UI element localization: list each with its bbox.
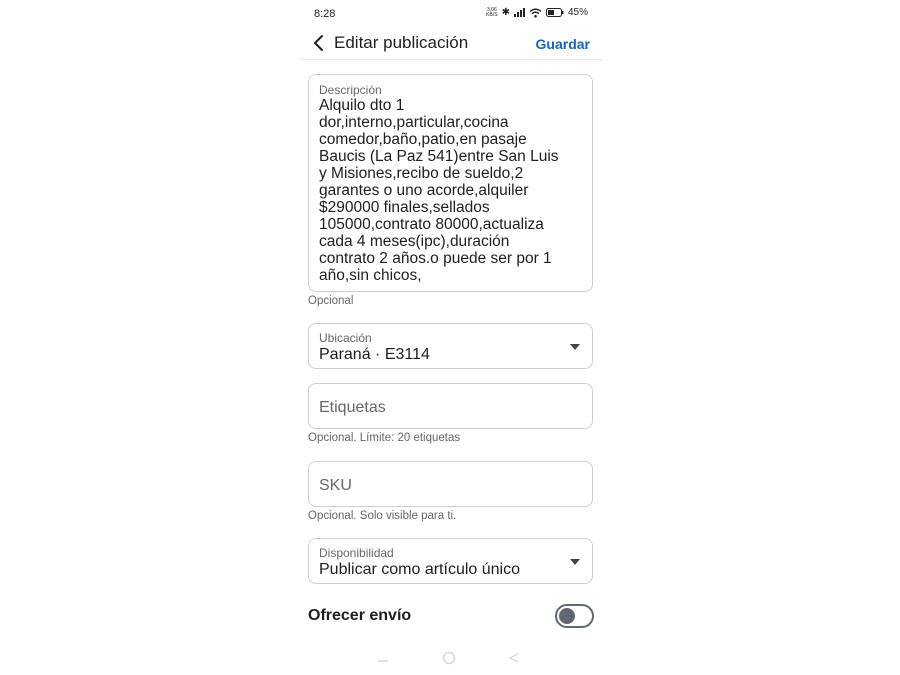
phone-screen — [300, 0, 602, 675]
description-label: Descripción — [319, 83, 382, 97]
description-helper: Opcional — [308, 295, 354, 307]
back-button[interactable] — [308, 32, 330, 54]
description-text[interactable]: Alquilo dto 1 dor,interno,particular,cocina comedor,baño,patio,en pasaje Baucis (La Paz 541)entre San Luis y Misiones,recibo de sueldo,2 garantes o uno acorde,alquiler $290000 finales,sellados 105000,contrato 80000,actualiza cada 4 meses(ipc),duración contrato 2 años.o puede ser por 1 año,sin chicos, — [319, 97, 559, 284]
dropdown-arrow-icon — [570, 559, 580, 565]
shipping-row — [308, 602, 594, 630]
location-value: Paraná · E3114 — [319, 346, 430, 363]
system-nav-bar — [300, 648, 602, 668]
availability-select[interactable] — [308, 538, 593, 584]
location-label: Ubicación — [319, 331, 372, 345]
tags-helper: Opcional. Límite: 20 etiquetas — [308, 432, 461, 444]
network-speed: 3,06 KB/S — [486, 6, 498, 18]
location-select[interactable] — [308, 323, 593, 369]
description-field[interactable] — [308, 74, 593, 292]
dropdown-arrow-icon — [570, 344, 580, 350]
availability-value: Publicar como artículo único — [319, 561, 520, 578]
page-title: Editar publicación — [334, 33, 469, 52]
shipping-toggle[interactable] — [555, 604, 594, 628]
chevron-left-icon — [308, 32, 330, 54]
wifi-icon — [529, 8, 542, 18]
tags-input[interactable] — [308, 383, 593, 429]
save-button[interactable]: Guardar — [535, 36, 590, 52]
availability-label: Disponibilidad — [319, 546, 394, 560]
battery-icon — [546, 8, 564, 17]
status-bar — [300, 0, 602, 28]
battery-percent: 45% — [567, 7, 588, 18]
nav-recent-icon[interactable] — [376, 651, 390, 665]
app-header — [300, 28, 602, 60]
status-icons — [486, 7, 588, 18]
nav-home-icon[interactable] — [442, 651, 456, 665]
shipping-label: Ofrecer envío — [308, 607, 412, 624]
status-time: 8:28 — [314, 8, 336, 20]
nav-back-icon[interactable] — [507, 651, 521, 665]
sku-helper: Opcional. Solo visible para ti. — [308, 510, 457, 522]
toggle-knob — [559, 608, 575, 624]
signal-icon — [514, 8, 525, 17]
bluetooth-icon: ✱ — [501, 7, 510, 18]
sku-placeholder: SKU — [319, 477, 352, 494]
sku-input[interactable] — [308, 461, 593, 507]
tags-placeholder: Etiquetas — [319, 399, 386, 416]
